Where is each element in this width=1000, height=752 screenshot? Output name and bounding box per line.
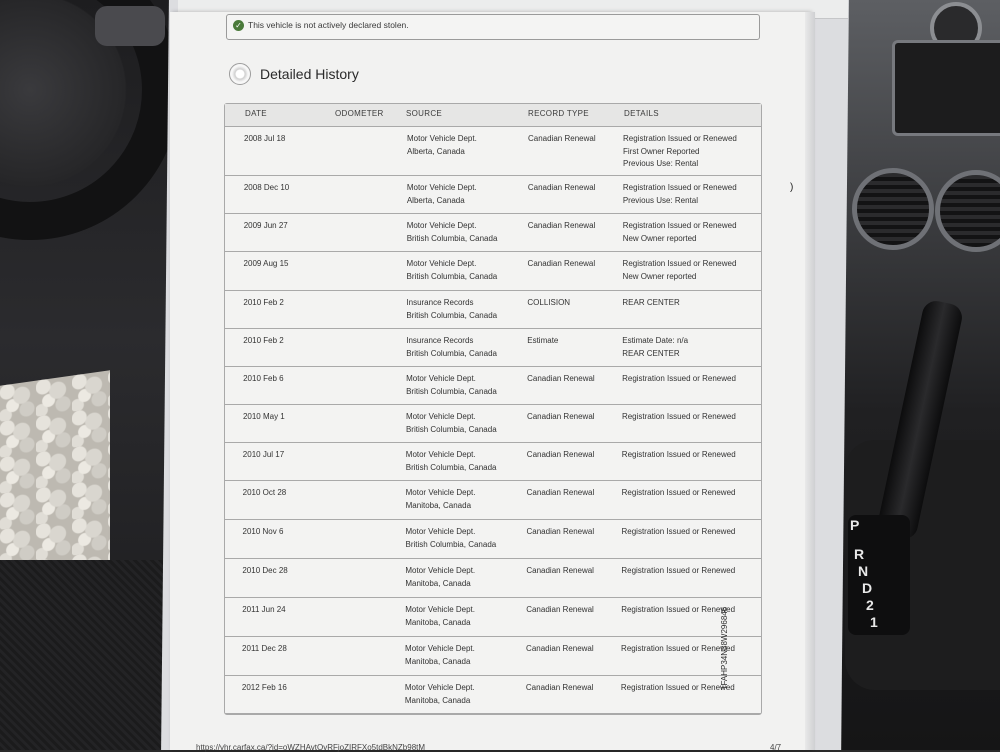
dashboard-control <box>95 6 165 46</box>
source-cell: Manitoba, Canada <box>405 500 472 510</box>
details-cell: Registration Issued or Renewed <box>621 605 736 614</box>
record-type-cell: Canadian Renewal <box>527 374 595 383</box>
air-vent <box>852 168 934 250</box>
source-cell: Insurance Records <box>406 336 474 345</box>
details-cell: Registration Issued or Renewed <box>622 259 737 268</box>
details-cell: New Owner reported <box>622 233 697 243</box>
record-type-cell: COLLISION <box>527 298 571 307</box>
seat-fabric <box>0 560 175 750</box>
date-cell: 2008 Dec 10 <box>243 183 290 192</box>
record-type-cell: Canadian Renewal <box>527 183 596 192</box>
source-cell: Alberta, Canada <box>407 146 465 156</box>
source-cell: British Columbia, Canada <box>406 271 498 281</box>
source-cell: Motor Vehicle Dept. <box>404 683 475 692</box>
date-cell: 2010 Feb 2 <box>243 298 284 307</box>
details-cell: Registration Issued or Renewed <box>621 566 736 575</box>
record-type-cell: Canadian Renewal <box>526 412 595 421</box>
date-cell: 2009 Jun 27 <box>243 221 288 230</box>
header-details: DETAILS <box>624 109 659 118</box>
page-edge <box>805 12 815 750</box>
details-cell: New Owner reported <box>622 271 697 281</box>
gear-letter: P <box>850 517 860 533</box>
source-cell: Manitoba, Canada <box>405 578 471 588</box>
details-cell: Registration Issued or Renewed <box>621 527 736 536</box>
source-cell: British Columbia, Canada <box>405 462 497 472</box>
header-record-type: RECORD TYPE <box>528 109 589 118</box>
date-cell: 2011 Jun 24 <box>242 605 286 614</box>
date-cell: 2008 Jul 18 <box>244 134 286 143</box>
source-cell: Motor Vehicle Dept. <box>405 488 476 497</box>
source-cell: Alberta, Canada <box>406 195 465 205</box>
radio-panel <box>892 40 1000 136</box>
source-cell: British Columbia, Canada <box>406 386 497 396</box>
source-cell: Motor Vehicle Dept. <box>405 644 475 653</box>
check-icon: ✓ <box>233 20 244 31</box>
record-type-cell: Canadian Renewal <box>527 259 596 268</box>
record-type-cell: Estimate <box>527 336 559 345</box>
source-cell: Motor Vehicle Dept. <box>405 450 476 459</box>
source-cell: British Columbia, Canada <box>405 424 497 434</box>
header-odometer: ODOMETER <box>335 109 384 118</box>
details-cell: Registration Issued or Renewed <box>621 412 736 421</box>
source-cell: Motor Vehicle Dept. <box>406 183 477 192</box>
details-cell: First Owner Reported <box>623 146 700 156</box>
record-type-cell: Canadian Renewal <box>528 134 596 143</box>
page-number: 4/7 <box>770 743 782 752</box>
details-cell: Registration Issued or Renewed <box>621 488 736 497</box>
details-cell: Registration Issued or Renewed <box>622 183 737 192</box>
footer-url: https://vhr.carfax.ca/?id=oWZHAvtOvRFjoZIRFXo5tdBkNZb98tM <box>196 743 426 752</box>
date-cell: 2010 Nov 6 <box>242 527 284 536</box>
details-cell: Registration Issued or Renewed <box>620 683 735 692</box>
record-type-cell: Canadian Renewal <box>526 644 594 653</box>
record-type-cell: Canadian Renewal <box>526 488 595 497</box>
source-cell: British Columbia, Canada <box>405 539 497 549</box>
record-type-cell: Canadian Renewal <box>526 527 595 536</box>
record-type-cell: Canadian Renewal <box>527 221 596 230</box>
date-cell: 2009 Aug 15 <box>243 259 289 268</box>
gear-letter: 1 <box>870 614 878 630</box>
source-cell: Motor Vehicle Dept. <box>405 605 475 614</box>
source-cell: Manitoba, Canada <box>405 656 471 666</box>
source-cell: Motor Vehicle Dept. <box>406 259 477 268</box>
date-cell: 2010 May 1 <box>242 412 285 421</box>
details-cell: Registration Issued or Renewed <box>623 134 737 143</box>
details-cell: Registration Issued or Renewed <box>622 221 737 230</box>
header-date: DATE <box>245 109 267 118</box>
details-cell: Previous Use: Rental <box>622 195 698 205</box>
gravel-outside-door <box>0 370 110 575</box>
details-cell: Previous Use: Rental <box>623 159 699 168</box>
gear-letter: D <box>862 580 873 596</box>
record-type-cell: Canadian Renewal <box>525 683 594 692</box>
details-cell: Registration Issued or Renewed <box>622 374 736 383</box>
source-cell: Manitoba, Canada <box>404 695 471 705</box>
gear-letter: N <box>858 563 869 579</box>
source-cell: Motor Vehicle Dept. <box>406 221 477 230</box>
source-cell: Motor Vehicle Dept. <box>405 566 476 575</box>
header-source: SOURCE <box>406 109 443 118</box>
record-type-cell: Canadian Renewal <box>526 450 595 459</box>
details-cell: Estimate Date: n/a <box>622 336 689 345</box>
date-cell: 2010 Feb 6 <box>243 374 284 383</box>
source-cell: British Columbia, Canada <box>406 233 498 243</box>
source-cell: Motor Vehicle Dept. <box>405 412 476 421</box>
record-type-cell: Canadian Renewal <box>526 566 594 575</box>
source-cell: Motor Vehicle Dept. <box>406 374 476 383</box>
vin-number: 1FAHP34N38W296846 <box>720 606 729 690</box>
source-cell: British Columbia, Canada <box>406 310 498 320</box>
gear-letter: R <box>854 546 865 562</box>
date-cell: 2010 Oct 28 <box>242 488 287 497</box>
source-cell: Manitoba, Canada <box>405 617 471 627</box>
source-cell: Insurance Records <box>406 298 474 307</box>
gear-letter: 2 <box>866 597 874 613</box>
date-cell: 2012 Feb 16 <box>241 683 287 692</box>
date-cell: 2010 Dec 28 <box>242 566 288 575</box>
section-title: Detailed History <box>260 66 359 82</box>
source-cell: Motor Vehicle Dept. <box>405 527 476 536</box>
margin-mark: ) <box>790 182 794 193</box>
date-cell: 2010 Jul 17 <box>242 450 285 459</box>
details-cell: REAR CENTER <box>622 348 680 358</box>
record-type-cell: Canadian Renewal <box>526 605 594 614</box>
details-cell: Registration Issued or Renewed <box>621 644 735 653</box>
history-icon <box>229 63 251 85</box>
source-cell: British Columbia, Canada <box>406 348 497 358</box>
details-cell: Registration Issued or Renewed <box>621 450 736 459</box>
details-cell: REAR CENTER <box>622 298 680 307</box>
date-cell: 2010 Feb 2 <box>243 336 284 345</box>
date-cell: 2011 Dec 28 <box>242 644 287 653</box>
stolen-status-text: This vehicle is not actively declared stolen. <box>248 20 409 30</box>
table-header-row <box>225 104 761 127</box>
source-cell: Motor Vehicle Dept. <box>407 134 477 143</box>
